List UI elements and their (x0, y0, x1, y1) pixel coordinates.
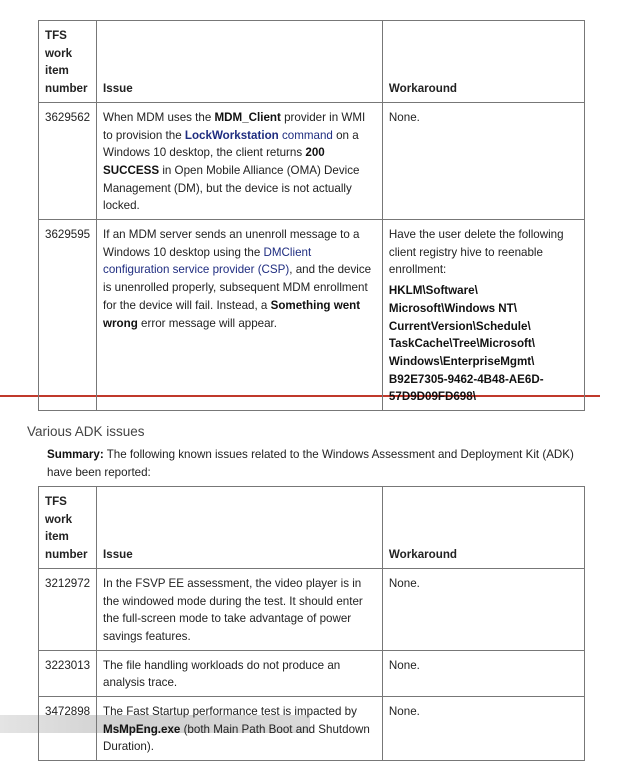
lockworkstation-link[interactable]: LockWorkstation command (184, 128, 333, 142)
cell-issue: If an MDM server sends an unenroll message to a Windows 10 desktop using the DMClient configuration service provider (CSP), and the device is unenrolled properly, subsequent MDM enrollment for the device will fail. Instead, a Something went wrong error message will appear. (97, 220, 383, 411)
header-workaround: Workaround (382, 487, 584, 569)
section-summary: Summary: The following known issues related to the Windows Assessment and Deployment Kit (ADK) have been reported: (47, 448, 574, 479)
cell-number: 3212972 (39, 568, 97, 650)
registry-path: HKLM\Software\ Microsoft\Windows NT\ CurrentVersion\Schedule\ TaskCache\Tree\Microsoft\ Windows\EnterpriseMgmt\ B92E7305-9462-4B48-AE6D- 57D9D09FD698\ (388, 284, 544, 404)
header-issue: Issue (97, 487, 383, 569)
section-title: Various ADK issues (27, 424, 145, 439)
known-issues-table-1 (38, 20, 585, 411)
table-row (39, 220, 585, 411)
table-row (39, 102, 585, 219)
table-row (39, 650, 585, 696)
cell-workaround: None. (382, 650, 584, 696)
cell-number: 3629595 (39, 220, 97, 411)
cell-workaround: None. (382, 102, 584, 219)
known-issues-table-2 (38, 486, 585, 761)
header-issue: Issue (97, 21, 383, 103)
cell-workaround: None. (382, 568, 584, 650)
cell-issue: The Fast Startup performance test is impacted by MsMpEng.exe (both Main Path Boot and Shutdown Duration). (97, 697, 383, 761)
cell-number: 3629562 (39, 102, 97, 219)
table-header-row (39, 487, 585, 569)
header-number: TFS work item number (39, 21, 97, 103)
cell-issue: The file handling workloads do not produce an analysis trace. (97, 650, 383, 696)
cell-workaround: Have the user delete the following client registry hive to reenable enrollment: HKLM\Software\ Microsoft\Windows NT\ CurrentVersion\Schedule\ TaskCache\Tree\Microsoft\ Windows\EnterpriseMgmt\ B92E7305-9462-4B48-AE6D- 57D9D09FD698\ (382, 220, 584, 411)
table-row (39, 568, 585, 650)
header-workaround: Workaround (382, 21, 584, 103)
cell-number: 3223013 (39, 650, 97, 696)
cell-number: 3472898 (39, 697, 97, 761)
dmclient-csp-link[interactable]: DMClient configuration service provider (CSP) (103, 245, 312, 277)
table-header-row (39, 21, 585, 103)
cell-issue: When MDM uses the MDM_Client provider in WMI to provision the LockWorkstation command on a Windows 10 desktop, the client returns 200 SUCCESS in Open Mobile Alliance (OMA) Device Management (DM), but the device is not actually locked. (97, 102, 383, 219)
header-number: TFS work item number (39, 487, 97, 569)
table-row (39, 697, 585, 761)
cell-workaround: None. (382, 697, 584, 761)
cell-issue: In the FSVP EE assessment, the video player is in the windowed mode during the test. It should enter the full-screen mode to take advantage of power savings features. (97, 568, 383, 650)
